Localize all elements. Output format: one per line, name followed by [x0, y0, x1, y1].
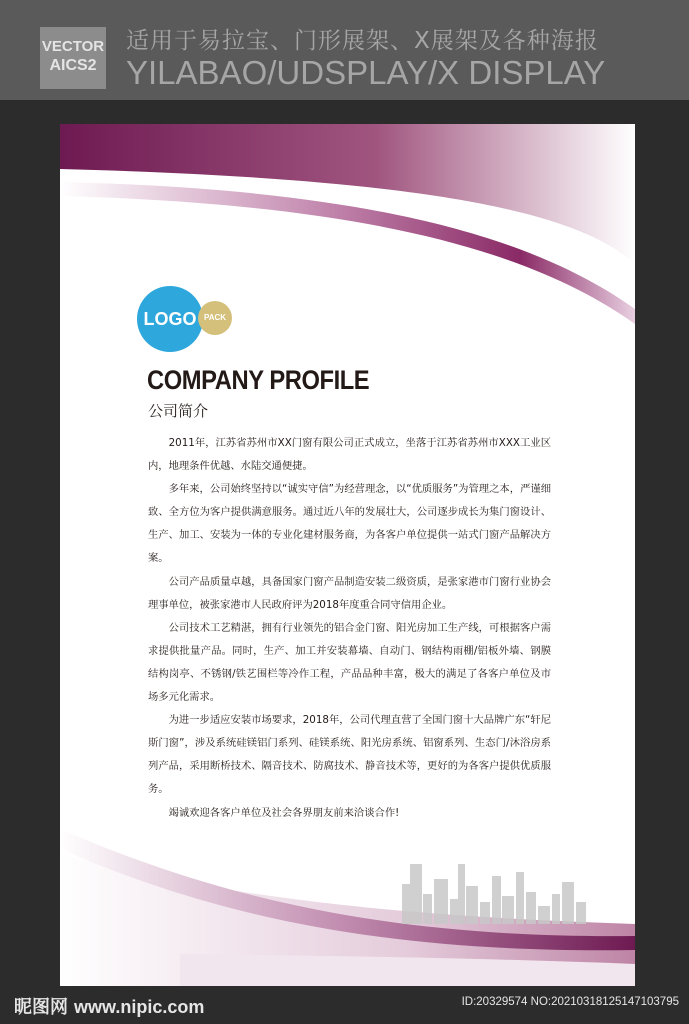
logo-small-text: PACK: [203, 313, 227, 322]
company-profile-title: COMPANY PROFILE: [147, 365, 370, 395]
logo-small-circle: [198, 301, 232, 335]
profile-paragraph: 公司产品质量卓越，具备国家门窗产品制造安装二级资质，是张家港市门窗行业协会理事单位，被张家港市人民政府评为2018年度重合同守信用企业。: [148, 575, 551, 611]
banner-title-cn: 适用于易拉宝、门形展架、X展架及各种海报: [126, 28, 599, 54]
logo-circle: [137, 286, 203, 352]
badge-line-1: VECTOR: [41, 38, 105, 55]
vector-badge: [40, 27, 106, 89]
profile-paragraph: 多年来，公司始终坚持以“诚实守信”为经营理念，以“优质服务”为管理之本，严谨细致、全方位为客户提供满意服务。通过近八年的发展壮大，公司逐步成长为集门窗设计、生产、加工、安装为一体的专业化建材服务商，为各客户单位提供一站式门窗产品解决方案。: [148, 483, 551, 565]
badge-line-2: AICS2: [49, 57, 97, 74]
footer-watermark: [14, 993, 204, 1019]
logo-text: LOGO: [143, 309, 197, 329]
profile-body: [148, 432, 551, 825]
profile-paragraph: 公司技术工艺精湛，拥有行业领先的铝合金门窗、阳光房加工生产线，可根据客户需求提供批量产品。同时，生产、加工并安装幕墙、自动门、钢结构雨棚/铝板外墙、钢膜结构岗亭、不锈钢/铁艺围栏等冷作工程，产品品种丰富，极大的满足了各客户单位及市场多元化需求。: [148, 621, 551, 704]
site-name: 昵图网: [14, 997, 68, 1018]
image-id: ID:20329574 NO:20210318125147103795: [461, 996, 679, 1008]
profile-paragraph: 2011年，江苏省苏州市XX门窗有限公司正式成立，坐落于江苏省苏州市XXX工业区内，地理条件优越、水陆交通便捷。: [148, 437, 551, 473]
profile-paragraph: 为进一步适应安装市场要求，2018年，公司代理直营了全国门窗十大品牌广东“轩尼斯门窗”，涉及系统硅镁铝门系列、硅镁系统、阳光房系统、铝窗系列、生态门/沐浴房系列产品，采用断桥技术、隔音技术、防腐技术、静音技术等，更好的为各客户提供优质服务。: [148, 714, 551, 796]
site-url: www.nipic.com: [74, 997, 205, 1017]
top-banner: [0, 0, 689, 100]
banner-title-en: YILABAO/UDSPLAY/X DISPLAY: [126, 54, 606, 91]
profile-paragraph: 竭诚欢迎各客户单位及社会各界朋友前来洽谈合作!: [168, 806, 400, 819]
poster: [60, 124, 635, 986]
city-skyline-illustration: [402, 864, 586, 924]
company-profile-subtitle: 公司简介: [148, 402, 209, 420]
